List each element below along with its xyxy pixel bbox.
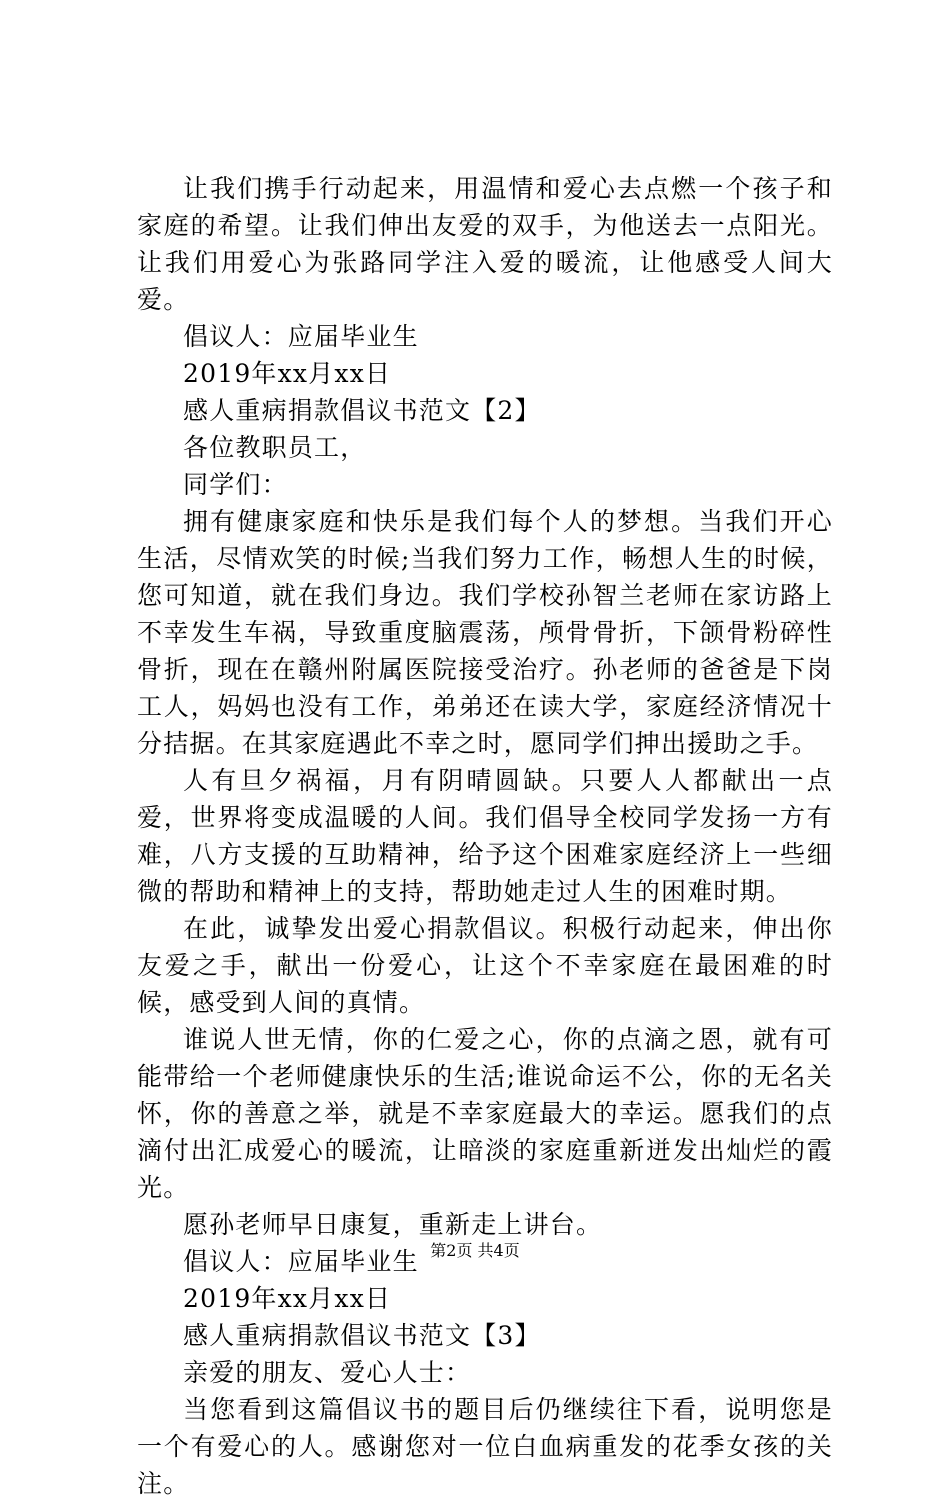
paragraph: 在此，诚挚发出爱心捐款倡议。积极行动起来，伸出你友爱之手，献出一份爱心，让这个不幸家庭在最困难的时候，感受到人间的真情。 <box>137 914 833 1017</box>
document-body <box>137 170 833 1502</box>
paragraph: 让我们携手行动起来，用温情和爱心去点燃一个孩子和家庭的希望。让我们伸出友爱的双手，为他送去一点阳光。让我们用爱心为张路同学注入爱的暖流，让他感受人间大爱。 <box>137 174 833 314</box>
paragraph: 人有旦夕祸福，月有阴晴圆缺。只要人人都献出一点爱，世界将变成温暖的人间。我们倡导全校同学发扬一方有难，八方支援的互助精神，给予这个困难家庭经济上一些细微的帮助和精神上的支持，帮助她走过人生的困难时期。 <box>137 766 833 906</box>
date-line: 2019年xx月xx日 <box>183 1284 392 1313</box>
signature-line: 倡议人：应届毕业生 <box>183 1247 419 1276</box>
date-line: 2019年xx月xx日 <box>183 359 392 388</box>
paragraph: 当您看到这篇倡议书的题目后仍继续往下看，说明您是一个有爱心的人。感谢您对一位白血病重发的花季女孩的关注。 <box>137 1395 833 1498</box>
signature-line: 倡议人：应届毕业生 <box>183 322 419 351</box>
salutation: 各位教职员工， <box>183 433 367 462</box>
paragraph: 愿孙老师早日康复，重新走上讲台。 <box>183 1210 603 1239</box>
salutation: 亲爱的朋友、爱心人士： <box>183 1358 472 1387</box>
salutation: 同学们： <box>183 470 288 499</box>
page-number: 第2页 共4页 <box>430 1241 520 1260</box>
section-heading: 感人重病捐款倡议书范文【3】 <box>183 1321 541 1350</box>
section-heading: 感人重病捐款倡议书范文【2】 <box>183 396 541 425</box>
paragraph: 谁说人世无情，你的仁爱之心，你的点滴之恩，就有可能带给一个老师健康快乐的生活;谁说命运不公，你的无名关怀，你的善意之举，就是不幸家庭最大的幸运。愿我们的点滴付出汇成爱心的暖流，让暗淡的家庭重新迸发出灿烂的霞光。 <box>137 1025 833 1202</box>
paragraph: 拥有健康家庭和快乐是我们每个人的梦想。当我们开心生活，尽情欢笑的时候;当我们努力工作，畅想人生的时候，您可知道，就在我们身边。我们学校孙智兰老师在家访路上不幸发生车祸，导致重度脑震荡，颅骨骨折，下颌骨粉碎性骨折，现在在赣州附属医院接受治疗。孙老师的爸爸是下岗工人，妈妈也没有工作，弟弟还在读大学，家庭经济情况十分拮据。在其家庭遇此不幸之时，愿同学们抻出援助之手。 <box>137 507 833 758</box>
